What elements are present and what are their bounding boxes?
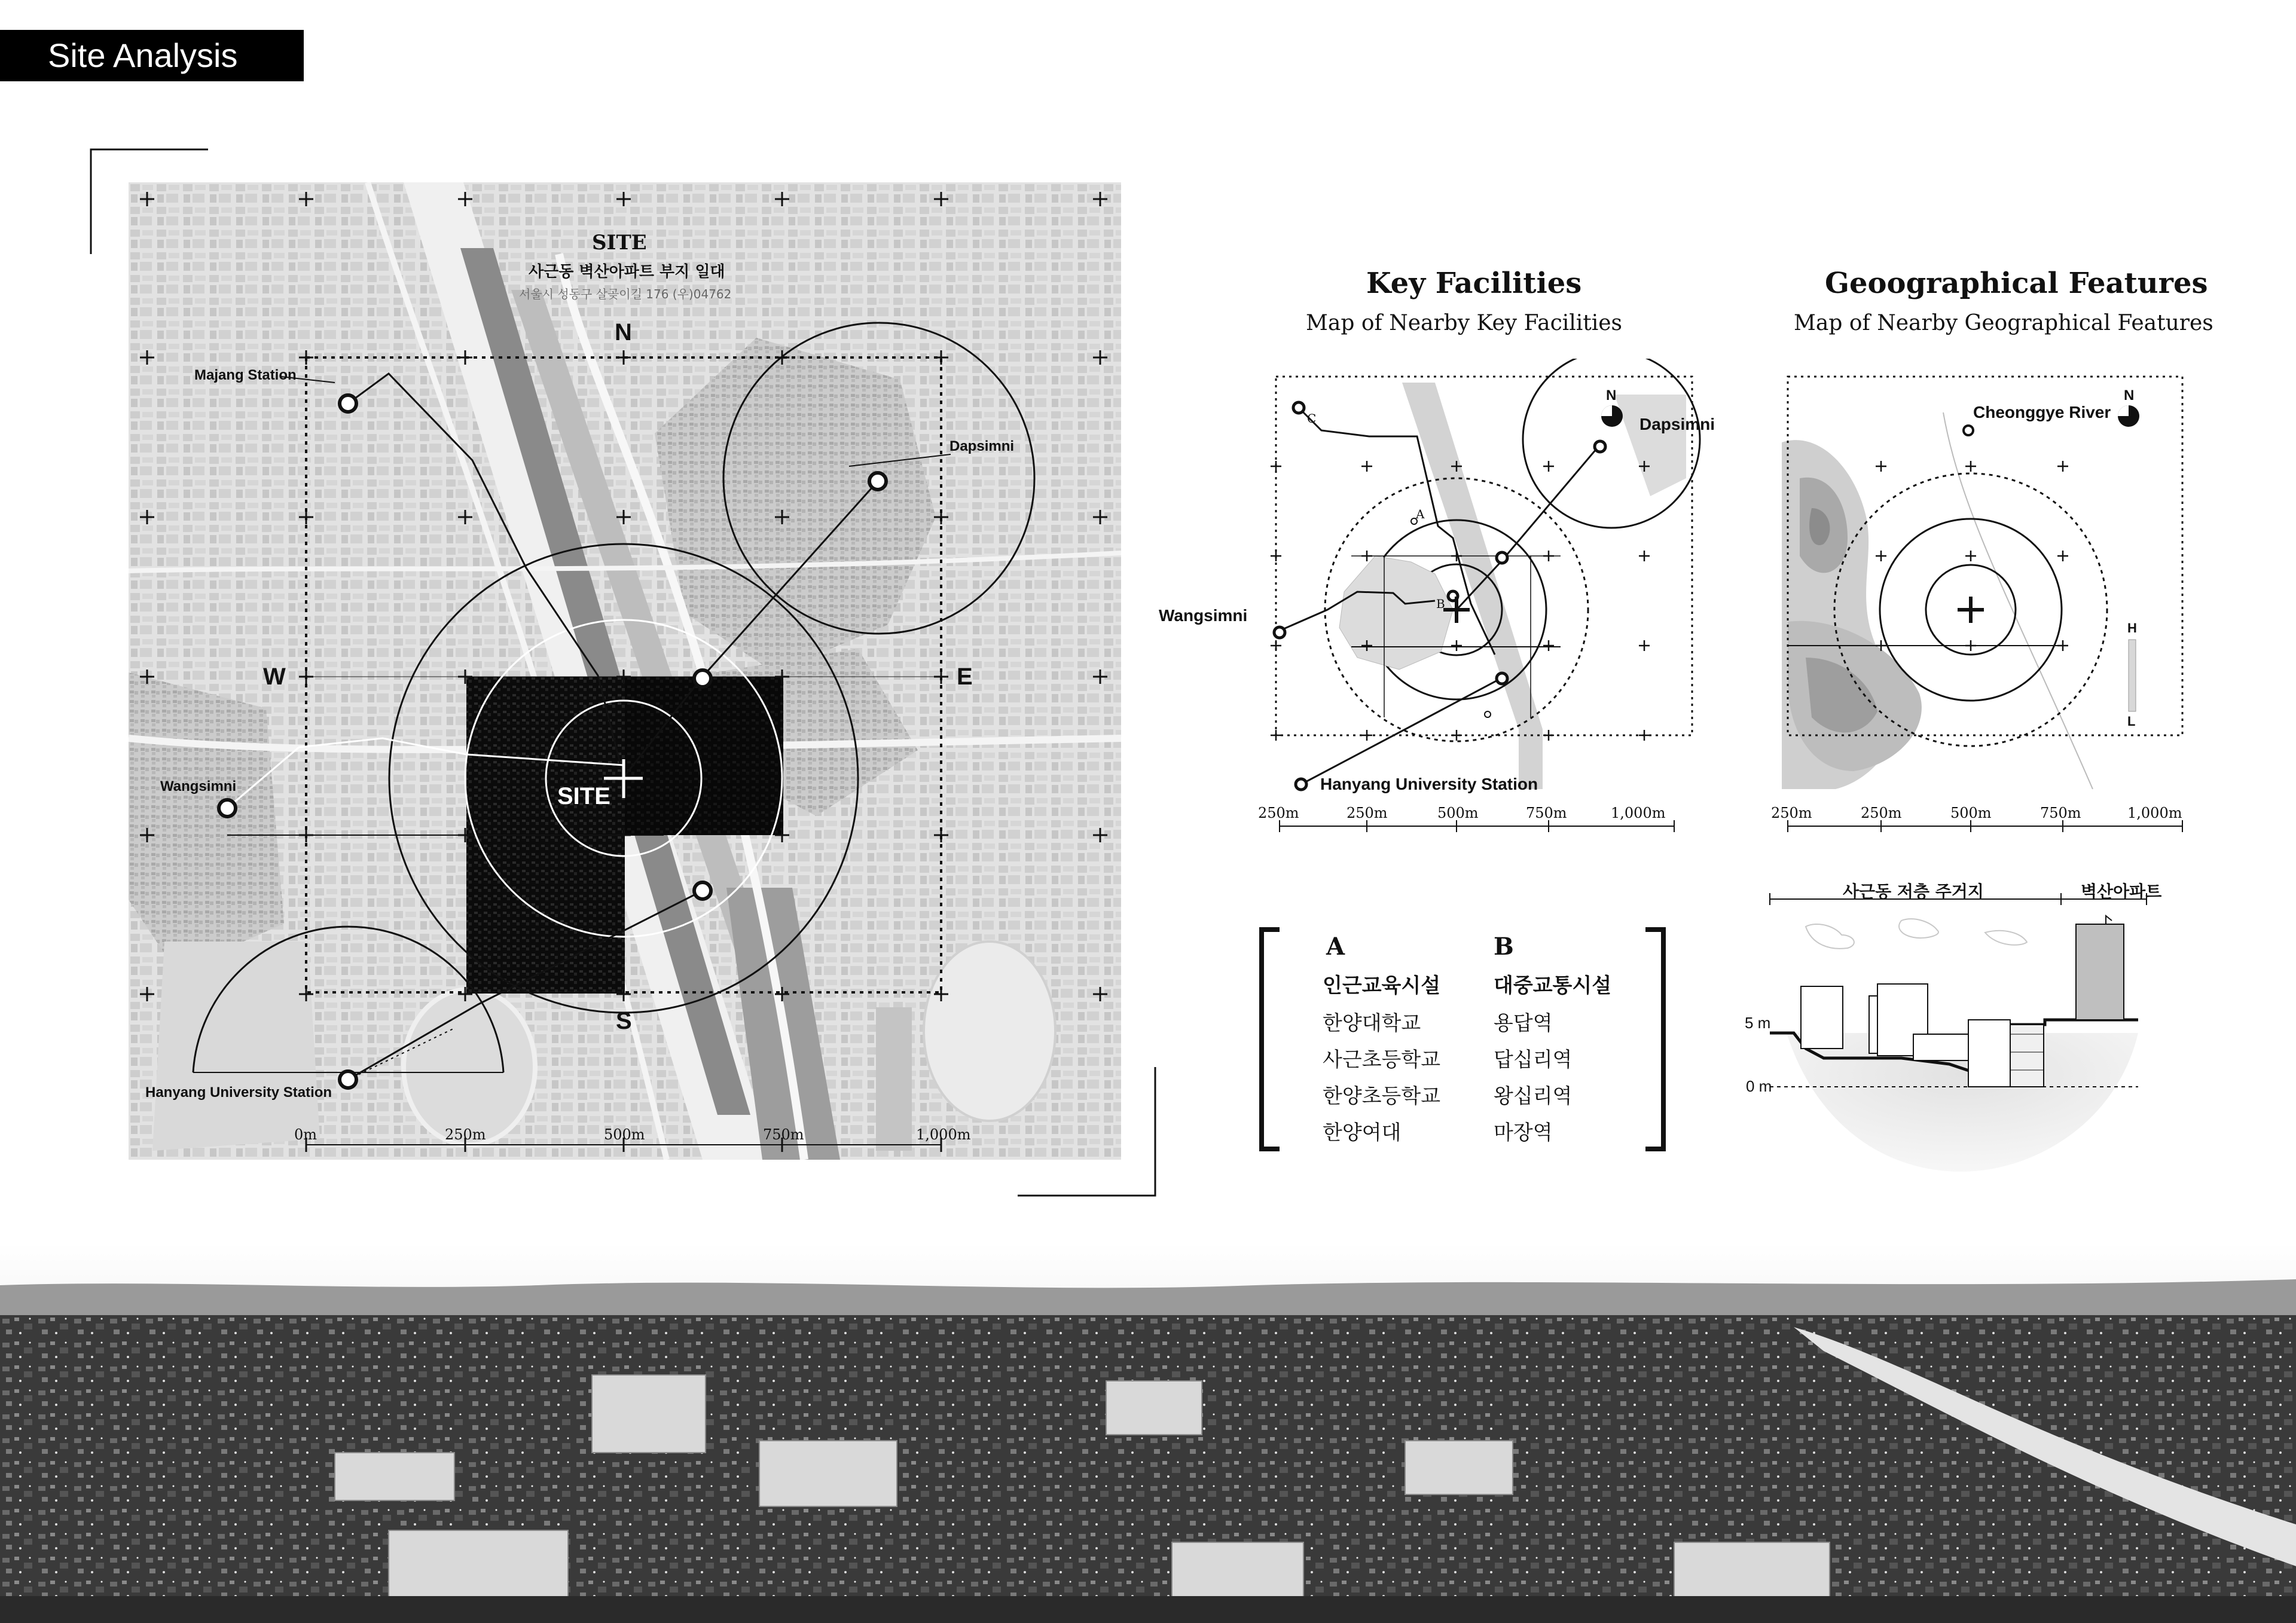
legend-b-letter: B [1494,933,1514,961]
key-facilities-title: Key Facilities [1366,267,1582,300]
kf-north: N [1606,387,1617,404]
legend-a-item: 한양대학교 [1323,1011,1421,1035]
geo-scale-750: 750m [2040,805,2081,821]
geo-legend-low: L [2127,714,2136,729]
station-hanyang: Hanyang University Station [145,1084,332,1101]
geo-north: N [2124,387,2135,404]
legend-a-letter: A [1326,933,1345,961]
kf-label-b: B [1436,597,1445,611]
site-map-address: 서울시 성동구 살곶이길 176 (우)04762 [519,287,732,301]
kf-scale-1000: 1,000m [1611,805,1666,821]
legend-b-item: 용답역 [1494,1011,1553,1035]
geo-map [1764,359,2242,837]
section-label-left: 사근동 저층 주거지 [1843,882,1984,901]
scale-tick-0: 0m [294,1126,317,1143]
scale-tick-1000: 1,000m [916,1126,971,1143]
kf-label-c: C [1307,411,1317,426]
legend-col-b [1494,933,1611,1145]
station-wangsimni: Wangsimni [160,778,237,794]
geo-scale-250: 250m [1861,805,1902,821]
kf-scale-750: 750m [1526,805,1567,821]
station-majang: Majang Station [194,367,297,383]
site-map [0,0,1196,1219]
section-label-right: 벽산아파트 [2081,882,2162,901]
section-level-5m: 5 m [1745,1014,1771,1032]
site-map-title: SITE [592,231,647,255]
legend-b-item: 마장역 [1494,1121,1553,1145]
site-map-overlay [0,0,1196,1219]
legend-b-heading: 대중교통시설 [1494,974,1612,998]
legend-col-a [1323,933,1440,1145]
legend-a-item: 사근초등학교 [1323,1048,1441,1072]
section-diagram [1734,873,2188,1184]
compass-n: N [615,319,632,346]
kf-scale-0: 250m [1258,805,1299,821]
geo-subtitle: Map of Nearby Geographical Features [1794,311,2213,335]
geo-title: Geoographical Features [1825,267,2208,300]
kf-label-dapsimni: Dapsimni [1639,415,1715,433]
station-dapsimni: Dapsimni [949,438,1015,454]
scale-tick-250: 250m [445,1126,486,1143]
geo-river-label: Cheonggye River [1973,403,2111,421]
geo-scale-0: 250m [1771,805,1812,821]
section-level-0m: 0 m [1746,1077,1772,1095]
scale-tick-500: 500m [604,1126,645,1143]
site-label: SITE [557,783,610,809]
kf-label-wangsimni: Wangsimni [1159,606,1248,625]
city-panorama [0,1243,2296,1623]
legend-a-heading: 인근교육시설 [1323,974,1441,998]
legend-b-item: 왕십리역 [1494,1084,1573,1108]
kf-label-a: A [1416,507,1425,521]
site-map-subtitle: 사근동 벽산아파트 부지 일대 [529,263,725,281]
scale-tick-750: 750m [763,1126,804,1143]
geo-legend-high: H [2127,621,2137,635]
kf-label-hanyang: Hanyang University Station [1320,775,1538,793]
geo-scale-1000: 1,000m [2127,805,2182,821]
kf-scale-250: 250m [1347,805,1388,821]
legend-a-item: 한양여대 [1323,1121,1402,1145]
key-facilities-subtitle: Map of Nearby Key Facilities [1306,311,1623,335]
compass-e: E [957,664,973,690]
compass-s: S [616,1008,632,1034]
compass-w: W [263,664,286,690]
legend-b-item: 답십리역 [1494,1048,1573,1072]
legend-a-item: 한양초등학교 [1323,1084,1441,1108]
geo-scale-500: 500m [1950,805,1992,821]
kf-scale-500: 500m [1437,805,1479,821]
page-title: Site Analysis [48,36,238,74]
